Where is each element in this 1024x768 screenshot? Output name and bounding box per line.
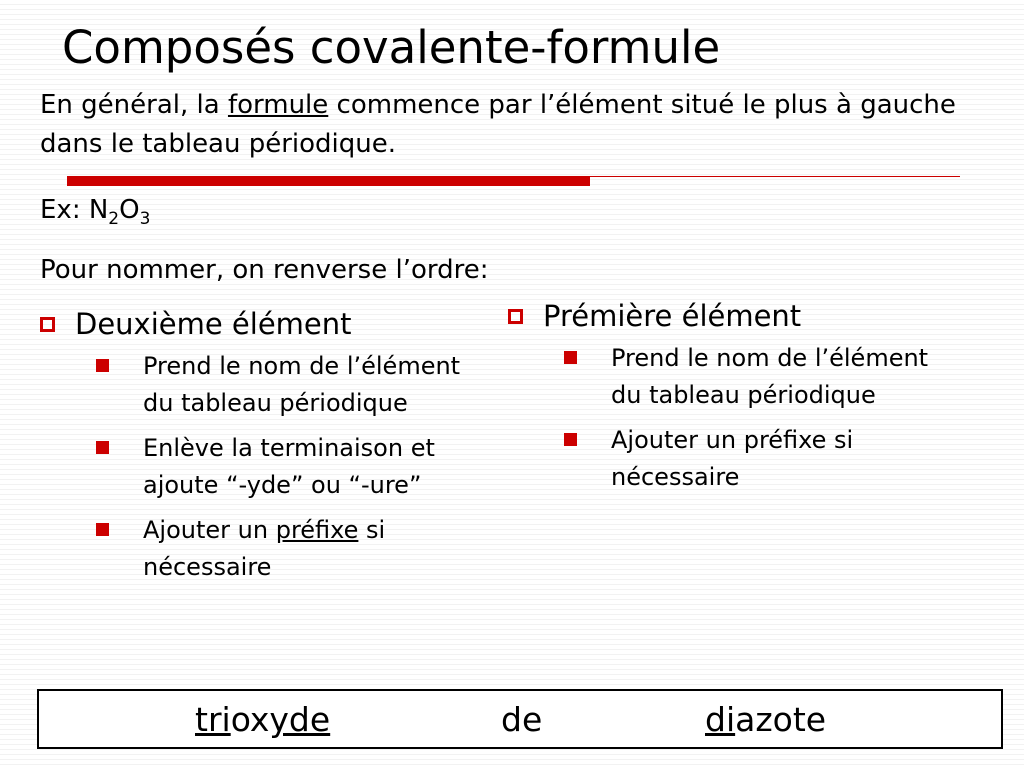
compound-name-word-diazote [705, 699, 826, 741]
intro-text-after: commence par l’élément situé le plus à gauche dans le tableau périodique. [40, 90, 956, 159]
tri-link[interactable]: tri [195, 700, 231, 739]
second-element-header [40, 304, 490, 344]
first-element-header [508, 296, 948, 336]
example-element-2: O [119, 195, 140, 225]
filled-square-bullet-icon [96, 441, 109, 454]
first-element-list [508, 340, 948, 496]
example-prefix: Ex: [40, 195, 89, 225]
intro-paragraph [40, 86, 980, 164]
hollow-square-bullet-icon [40, 317, 55, 332]
example-element-1: N [88, 195, 109, 225]
filled-square-bullet-icon [564, 433, 577, 446]
compound-name-word-trioxyde [195, 699, 330, 741]
list-item [564, 422, 948, 496]
list-item-text: Enlève la terminaison et ajoute “-yde” ou “-ure” [143, 434, 435, 499]
list-item [96, 430, 490, 504]
example-subscript-2: 3 [139, 209, 151, 229]
list-item-text: Prend le nom de l’élément du tableau périodique [611, 344, 929, 409]
list-item [96, 348, 490, 422]
list-item-text [143, 512, 490, 586]
list-item [96, 512, 490, 586]
naming-order-text: Pour nommer, on renverse l’ordre: [40, 255, 489, 285]
slide-title: Composés covalente-formule [62, 21, 721, 74]
compound-name-word-de: de [501, 700, 543, 739]
ox-text: ox [230, 700, 270, 739]
second-element-header-label: Deuxième élément [75, 307, 352, 341]
intro-text-before: En général, la [40, 90, 228, 120]
yde-link[interactable]: yde [269, 700, 331, 739]
example-subscript-1: 2 [108, 209, 120, 229]
second-element-column [40, 304, 490, 594]
compound-name-box [37, 689, 1003, 749]
thin-divider-line [590, 176, 960, 177]
filled-square-bullet-icon [96, 523, 109, 536]
di-link[interactable]: di [705, 700, 736, 739]
filled-square-bullet-icon [564, 351, 577, 364]
red-divider-bar [67, 176, 590, 186]
list-item-text: Ajouter un préfixe si nécessaire [611, 426, 854, 491]
second-element-list [40, 348, 490, 586]
prefix-text-before: Ajouter un [143, 516, 276, 544]
list-item-text: Prend le nom de l’élément du tableau périodique [143, 352, 461, 417]
prefixe-link[interactable]: préfixe [275, 516, 359, 544]
first-element-header-label: Prémière élément [543, 299, 802, 333]
filled-square-bullet-icon [96, 359, 109, 372]
example-formula [40, 192, 150, 228]
first-element-column [508, 296, 948, 504]
azote-text: azote [735, 700, 827, 739]
list-item [564, 340, 948, 414]
formule-link[interactable]: formule [227, 90, 329, 120]
prefix-text-after: si nécessaire [143, 516, 386, 581]
hollow-square-bullet-icon [508, 309, 523, 324]
